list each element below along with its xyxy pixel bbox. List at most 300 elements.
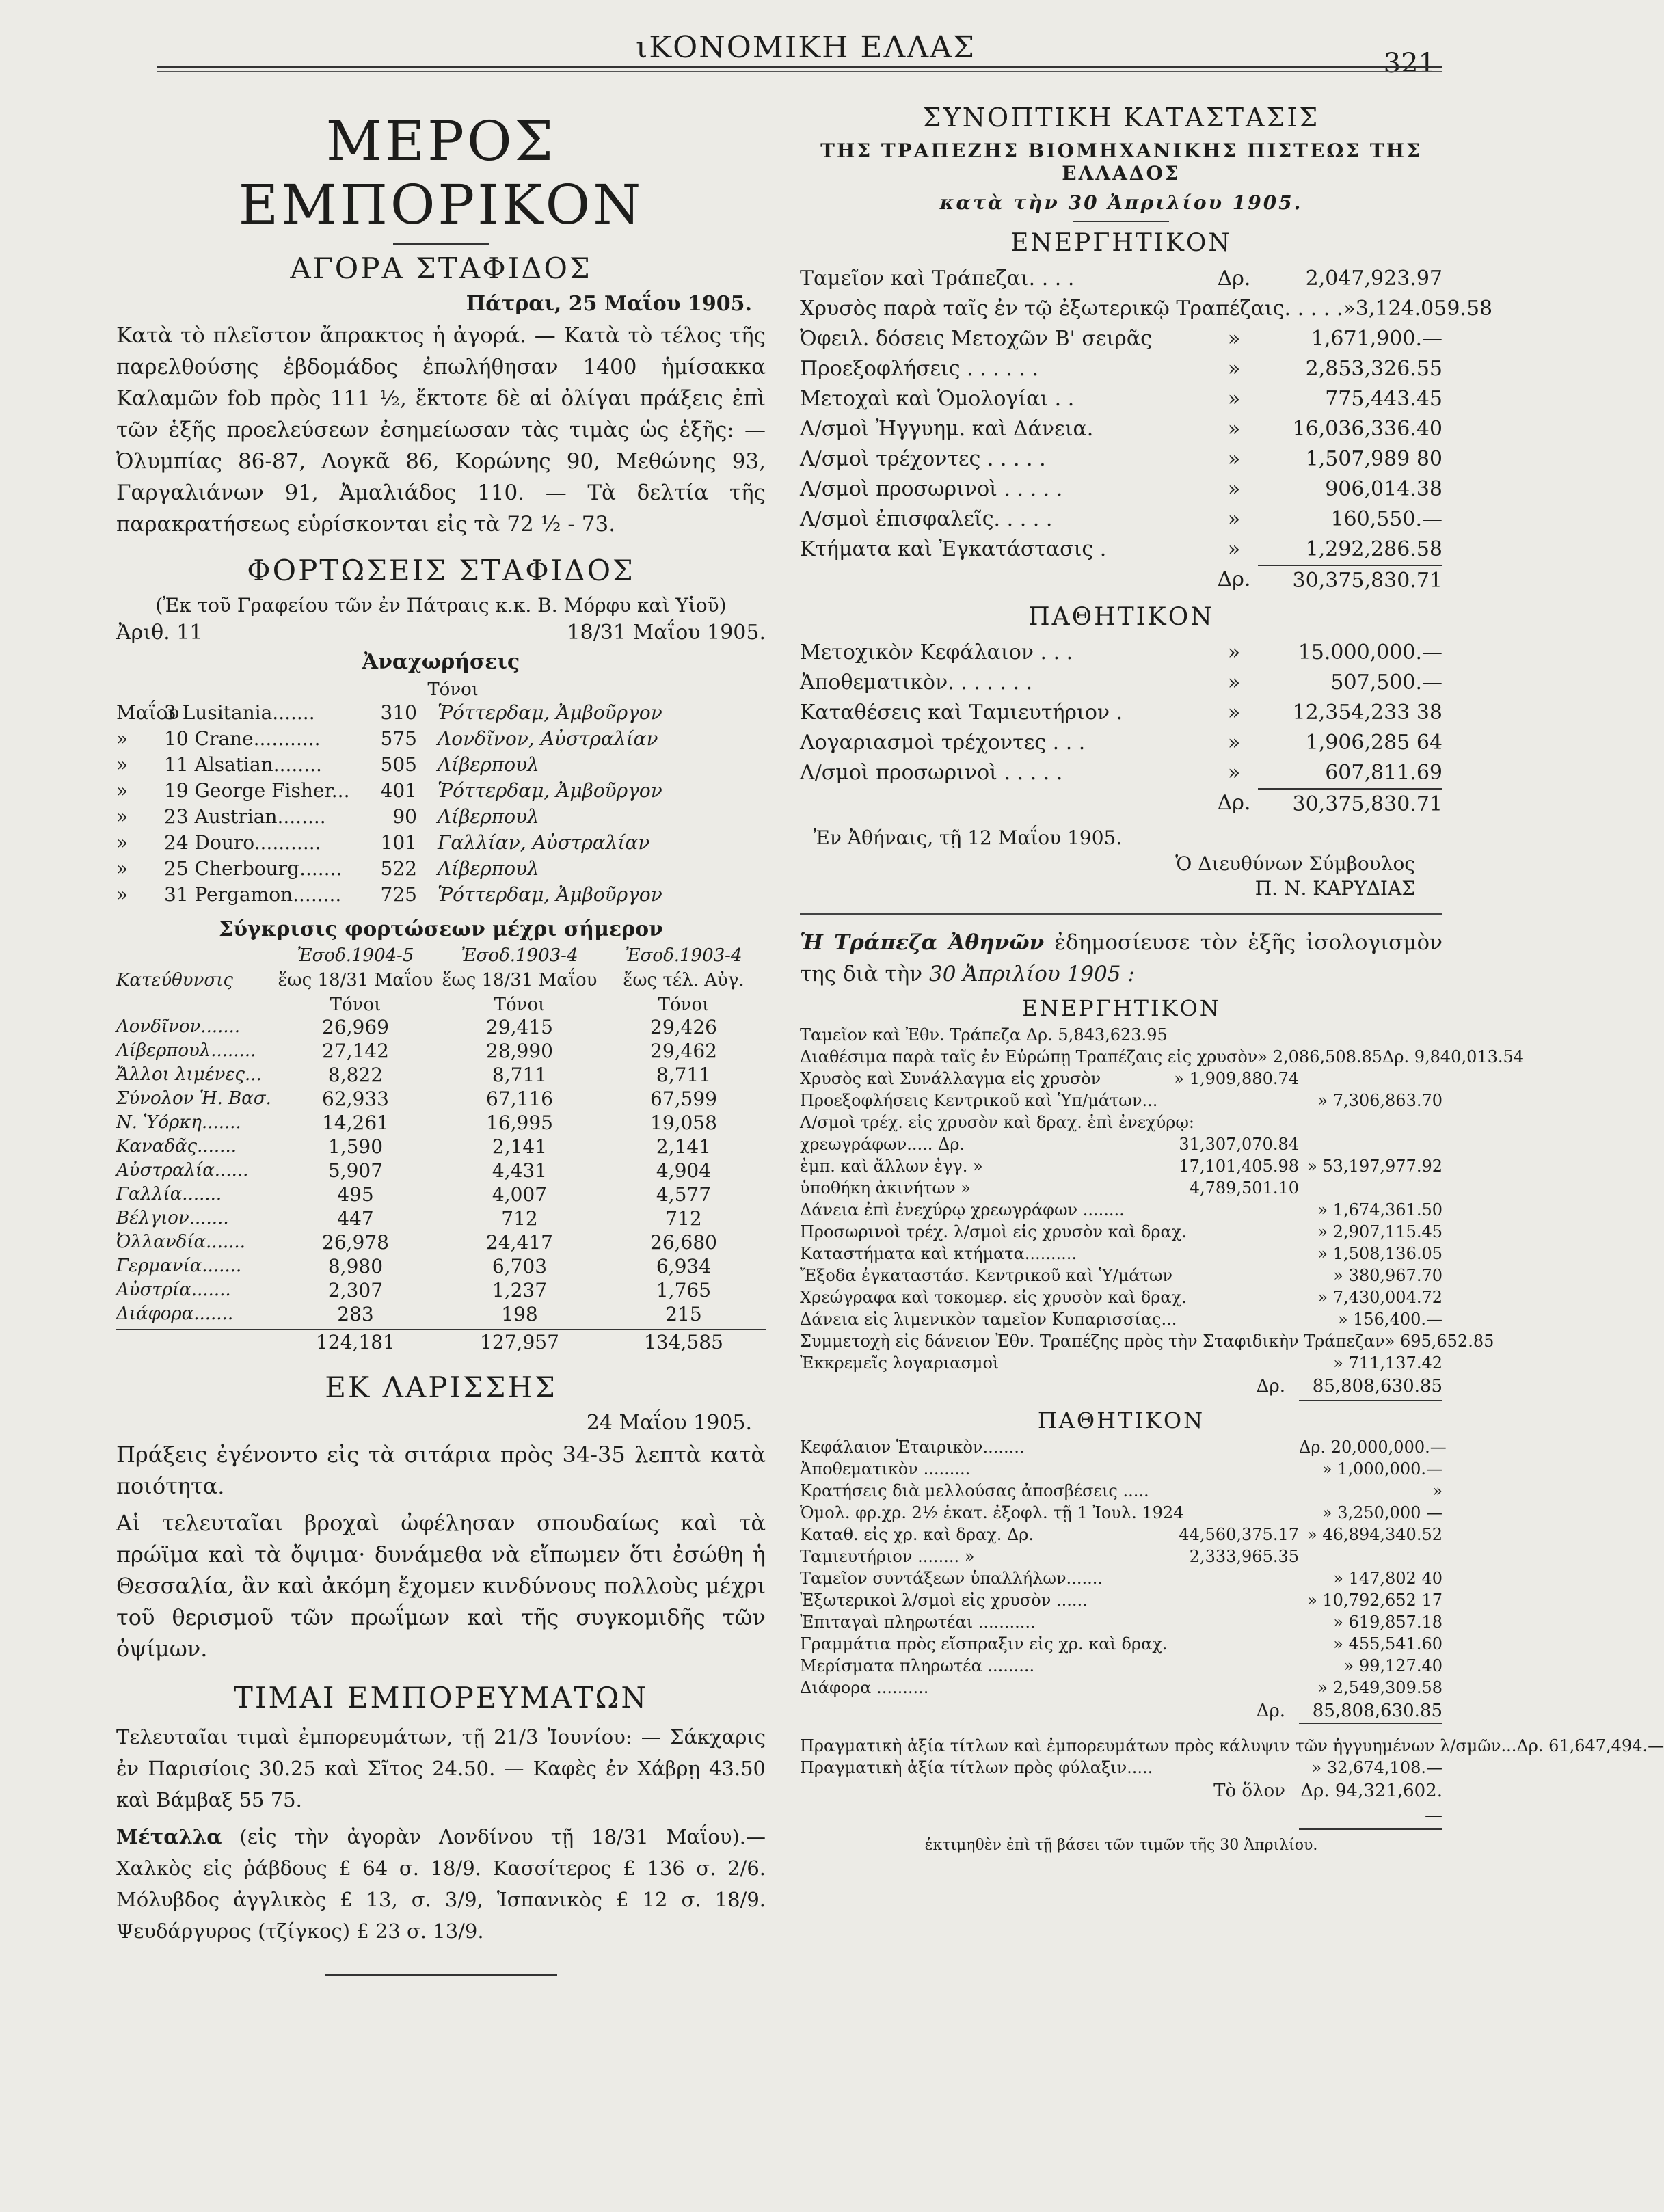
athens-liability-subvalue [1142,1611,1299,1633]
asset-currency: » [1343,297,1356,321]
athens-assets-title: ΕΝΕΡΓΗΤΙΚΟΝ [1021,995,1221,1021]
cmp-col-2: 6,703 [492,1255,548,1278]
athens-asset-row [800,1111,1442,1133]
asset-label: Κτήματα καὶ Ἐγκατάστασις . [800,537,1107,561]
cmp-col-2: 8,711 [492,1064,548,1086]
athens-liability-label: Ἐπιταγαὶ πληρωτέαι ........... [800,1613,1036,1632]
cmp-col-3: 1,765 [656,1279,712,1301]
cmp-col-1: 8,822 [327,1064,384,1086]
cmp-col-2: 29,415 [486,1016,553,1038]
athens-extra-row [800,1735,1664,1757]
athens-asset-row [800,1352,1442,1374]
ship-month: Μαΐου [116,701,180,724]
cmp-direction: Διάφορα....... [116,1304,234,1324]
liability-currency: » [1227,671,1241,694]
ship-destination: Ῥόττερδαμ, Ἀμβοῦργον [438,883,662,906]
athens-asset-subvalue [1187,1286,1318,1308]
comparison-total-row [116,1329,766,1354]
athens-asset-row [800,1155,1442,1177]
athens-extra-label: Πραγματικὴ ἀξία τίτλων καὶ ἐμπορευμάτων πρὸς κάλυψιν τῶν ἠγγυημένων λ/σμῶν... [800,1736,1517,1755]
signatory-title: Ὁ Διευθύνων Σύμβουλος [1175,852,1415,875]
liability-row [800,668,1442,698]
cmp-direction: Αὐστρία....... [116,1280,231,1300]
cmp-col-1: 62,933 [322,1088,389,1110]
cmp-col-1: 495 [337,1183,374,1206]
ship-month: » [116,753,129,776]
cmp-col-3: 67,599 [650,1088,717,1110]
athens-asset-subvalue [1142,1199,1299,1221]
liabilities-total-value: 30,375,830.71 [1258,788,1442,820]
athens-liability-label: Ὁμολ. φρ.χρ. 2½ ἑκατ. ἐξοφλ. τῇ 1 Ἰουλ. 1924 [800,1503,1184,1522]
comparison-table [116,1015,766,1326]
asset-currency: Δρ. [1217,267,1251,291]
asset-row [800,384,1442,414]
ship-month: » [116,857,129,880]
assets-total [800,565,1442,596]
header-rule-thin [157,71,1442,72]
comparison-subheads [116,970,766,990]
comparison-row [116,1278,766,1302]
athens-liability-subvalue: 44,560,375.17 [1179,1525,1299,1544]
athens-liability-row [800,1633,1442,1655]
athens-asset-row [800,1133,1442,1155]
liability-label: Ἀποθεματικὸν. . . . . . . [800,671,1033,694]
ship-row [116,700,766,726]
athens-extra-table [800,1735,1664,1779]
ship-tonnes: 310 [380,701,417,724]
comparison-title: Σύγκρισις φορτώσεων μέχρι σήμερον [219,917,663,941]
cmp-col-1: 26,978 [322,1231,389,1254]
comparison-row [116,1206,766,1230]
cmp-direction: Ἄλλοι λιμένες... [116,1064,262,1085]
comparison-row [116,1063,766,1087]
comparison-row [116,1135,766,1159]
statement-title: ΣΥΝΟΠΤΙΚΗ ΚΑΤΑΣΤΑΣΙΣ [922,103,1320,133]
athens-asset-label: ἐμπ. καὶ ἄλλων ἐγγ. » [800,1157,983,1176]
athens-liability-label: Ταμιευτήριον ........ » [800,1547,975,1566]
athens-liability-label: Κρατήσεις διὰ μελλούσας ἀποσβέσεις ..... [800,1481,1149,1500]
athens-liability-row [800,1567,1442,1589]
athens-asset-subvalue: » 1,909,880.74 [1174,1069,1299,1088]
asset-label: Λ/σμοὶ τρέχοντες . . . . . [800,447,1046,471]
liability-currency: » [1227,761,1241,785]
ship-name: 10 Crane........... [164,727,321,750]
athens-asset-row [800,1177,1442,1199]
larissa-paragraph-2: Αἱ τελευταῖαι βροχαὶ ὠφέλησαν σπουδαίως καὶ τὰ πρώϊμα καὶ τὰ ὄψιμα· δυνάμεθα νὰ εἴπωμεν ὅτι ἐσώθη ἡ Θεσσαλία, ἂν καὶ ἀκόμη ἔχομεν κινδύνους πολλοὺς μέχρι τοῦ θερισμοῦ τῶν πρωΐμων καὶ τῆς συγκομιδῆς τῶν ὀψίμων. [116,1510,766,1662]
ship-destination: Ῥόττερδαμ, Ἀμβοῦργον [438,779,662,802]
liabilities-total-currency: Δρ. [1217,791,1251,815]
athens-liability-value: » 1,000,000.— [1321,1459,1442,1479]
athens-asset-label: Προεξοφλήσεις Κεντρικοῦ καὶ Ὑπ/μάτων... [800,1091,1158,1110]
asset-row [800,264,1442,294]
athens-asset-label: Συμμετοχὴ εἰς δάνειον Ἐθν. Τραπέζης πρὸς τὴν Σταφιδικὴν Τράπεζαν [800,1332,1385,1351]
shipments-source: (Ἐκ τοῦ Γραφείου τῶν ἐν Πάτραις κ.κ. Β. Μόρφυ καὶ Υἱοῦ) [155,594,727,617]
athens-liability-value: » 99,127.40 [1343,1656,1442,1675]
comparison-row [116,1039,766,1063]
assets-total-currency: Δρ. [1217,567,1251,591]
cmp-col-3: 712 [665,1207,702,1230]
unit-col-3: Τόνοι [658,995,710,1015]
liability-value: 15.000,000.— [1298,640,1442,664]
ship-tonnes: 401 [380,779,417,802]
liabilities-title: ΠΑΘΗΤΙΚΟΝ [1028,603,1214,631]
sub-col-3: ἕως τέλ. Αὐγ. [623,970,744,990]
liabilities-total [800,788,1442,820]
cmp-col-2: 24,417 [486,1231,553,1254]
asset-label: Ὀφειλ. δόσεις Μετοχῶν Β' σειρᾶς [800,327,1152,351]
ship-tonnes: 522 [380,857,417,880]
cmp-col-3: 2,141 [656,1135,712,1158]
athens-asset-label: ὑποθήκη ἀκινήτων » [800,1178,971,1198]
athens-asset-value [1311,1024,1442,1046]
cmp-col-1: 14,261 [322,1111,389,1134]
athens-liability-value: » 619,857.18 [1333,1613,1442,1632]
athens-asset-subvalue [1168,1024,1311,1046]
athens-asset-value: » 380,967.70 [1333,1266,1442,1285]
athens-liability-row [800,1655,1442,1677]
liability-currency: » [1227,640,1241,664]
asset-value: 1,671,900.— [1311,327,1442,351]
total-col-2: 127,957 [480,1331,559,1353]
athens-liability-row [800,1546,1442,1567]
market-paragraph: Κατὰ τὸ πλεῖστον ἄπρακτος ἡ ἀγορά. — Κατὰ τὸ τέλος τῆς παρελθούσης ἑβδομάδος ἐπωλήθησαν 1400 ἡμίσακκα Καλαμῶν fob πρὸς 111 ½, ἔκτοτε δὲ αἱ ὀλίγαι πράξεις ἐπὶ τῶν ἑξῆς προελεύσεων ἐσημείωσαν τὰς τιμὰς ὡς ἑξῆς: — Ὀλυμπίας 86-87, Λογκᾶ 86, Κορώνης 90, Μεθώνης 93, Γαργαλιάνων 91, Ἀμαλιάδος 110. — Τὰ δελτία τῆς παρακρατήσεως εὑρίσκονται εἰς τὰ 72 ½ - 73. [116,323,766,537]
asset-value: 16,036,336.40 [1292,417,1442,441]
liability-label: Καταθέσεις καὶ Ταμιευτήριον . [800,701,1123,725]
cmp-col-2: 2,141 [492,1135,548,1158]
ship-month: » [116,779,129,802]
asset-currency: » [1227,357,1241,381]
asset-currency: » [1227,387,1241,411]
asset-row [800,294,1493,324]
ship-tonnes: 725 [380,883,417,906]
athens-asset-subvalue [1142,1352,1299,1374]
athens-extra-label: Πραγματικὴ ἀξία τίτλων πρὸς φύλαξιν..... [800,1758,1153,1777]
grand-total-value: Δρ. 94,321,602.— [1299,1779,1442,1830]
athens-liabilities-total-value: 85,808,630.85 [1299,1699,1442,1725]
athens-liability-label: Κεφάλαιον Ἑταιρικὸν........ [800,1438,1025,1457]
athens-asset-row [800,1046,1525,1068]
ship-row [116,752,766,778]
athens-asset-label: Λ/σμοὶ τρέχ. εἰς χρυσὸν καὶ δραχ. ἐπὶ ἐνεχύρῳ: [800,1113,1195,1132]
liability-label: Μετοχικὸν Κεφάλαιον . . . [800,640,1073,664]
cmp-col-3: 215 [665,1303,702,1325]
athens-asset-label: Διαθέσιμα παρὰ ταῖς ἐν Εὐρώπῃ Τραπέζαις εἰς χρυσὸν [800,1047,1258,1066]
comparison-row [116,1159,766,1183]
asset-row [800,414,1442,444]
liability-value: 1,906,285 64 [1305,731,1442,755]
athens-liability-value: » 10,792,652 17 [1307,1591,1442,1610]
right-column [800,96,1664,1854]
athens-liability-value: » 147,802 40 [1333,1569,1442,1588]
year-col-2: Ἐσοδ.1903-4 [461,945,578,966]
athens-asset-subvalue: 4,789,501.10 [1189,1178,1299,1198]
section-separator [800,913,1442,915]
metals-text: (εἰς τὴν ἀγορὰν Λονδίνου τῇ 18/31 Μαΐου).— Χαλκὸς εἰς ῥάβδους £ 64 σ. 18/9. Κασσίτερος £ 136 σ. 2/6. Μόλυβδος ἀγγλικὸς £ 13, σ. 3/9, Ἱσπανικὸς £ 12 σ. 18/9. Ψευδάργυρος (τζίγκος) £ 23 σ. 13/9. [116,1825,766,1943]
ship-name: 3 Lusitania....... [164,701,315,724]
asset-label: Προεξοφλήσεις . . . . . . [800,357,1038,381]
athens-asset-subvalue: 31,307,070.84 [1179,1135,1299,1154]
athens-asset-value: » 695,652.85 [1384,1332,1494,1351]
athens-assets-total-currency: Δρ. [1256,1376,1285,1397]
ship-tonnes: 575 [380,727,417,750]
asset-currency: » [1227,477,1241,501]
asset-label: Μετοχαὶ καὶ Ὁμολογίαι . . [800,387,1075,411]
comparison-row [116,1183,766,1206]
departures-heading: Ἀναχωρήσεις [362,650,520,674]
athens-asset-label: χρεωγράφων..... Δρ. [800,1135,965,1154]
athens-liability-row [800,1611,1442,1633]
athens-assets-total [800,1374,1442,1401]
ship-row [116,830,766,856]
athens-liability-row [800,1436,1447,1458]
athens-asset-label: Καταστήματα καὶ κτήματα.......... [800,1244,1077,1263]
athens-extra-value: Δρ. 61,647,494.— [1516,1736,1664,1755]
journal-title: ιΚΟΝΟΜΙΚΗ ΕΛΛΑΣ [636,30,976,65]
direction-label: Κατεύθυνσις [116,970,233,990]
athens-liability-value [1299,1546,1442,1567]
liability-value: 507,500.— [1330,671,1442,694]
ship-destination: Λονδῖνον, Αὐστραλίαν [438,727,658,750]
athens-liability-label: Καταθ. εἰς χρ. καὶ δραχ. Δρ. [800,1525,1034,1544]
cmp-col-2: 712 [501,1207,538,1230]
sub-col-2: ἕως 18/31 Μαΐου [442,970,598,990]
asset-label: Λ/σμοὶ προσωρινοὶ . . . . . [800,477,1063,501]
athens-liability-subvalue: 2,333,965.35 [1189,1547,1299,1566]
athens-asset-row [800,1199,1442,1221]
cmp-col-1: 26,969 [322,1016,389,1038]
ship-row [116,882,766,908]
athens-liability-subvalue [1167,1633,1311,1655]
short-rule [393,243,489,245]
bulletin-number: Ἀριθ. 11 [116,621,203,645]
left-column [116,96,766,1976]
place-date: Ἐν Ἀθήναις, τῇ 12 Μαΐου 1905. [814,826,1123,849]
ship-destination: Λίβερπουλ [438,857,539,880]
athens-liability-value: » 2,549,309.58 [1317,1678,1442,1697]
athens-asset-label: Ταμεῖον καὶ Ἐθν. Τράπεζα Δρ. 5,843,623.95 [800,1025,1168,1044]
athens-asset-subvalue [1194,1111,1324,1133]
asset-currency: » [1227,417,1241,441]
liability-row [800,728,1442,758]
athens-asset-row [800,1090,1442,1111]
athens-asset-label: Ἔξοδα ἐγκαταστάσ. Κεντρικοῦ καὶ Ὑ/μάτων [800,1266,1172,1285]
ships-list [116,700,766,908]
athens-asset-value: » 156,400.— [1337,1310,1442,1329]
athens-liability-label: Ἐξωτερικοὶ λ/σμοὶ εἰς χρυσὸν ...... [800,1591,1088,1610]
asset-row [800,474,1442,504]
liability-row [800,638,1442,668]
comparison-row [116,1015,766,1039]
cmp-col-1: 447 [337,1207,374,1230]
athens-liability-label: Ταμεῖον συντάξεων ὑπαλλήλων....... [800,1569,1103,1588]
cmp-col-1: 27,142 [322,1040,389,1062]
ship-tonnes: 90 [392,805,417,828]
athens-asset-label: Ἐκκρεμεῖς λογαριασμοὶ [800,1353,999,1373]
athens-liability-subvalue [1142,1677,1299,1699]
asset-row [800,535,1442,565]
asset-label: Ταμεῖον καὶ Τράπεζαι. . . . [800,267,1075,291]
athens-asset-value: » 2,907,115.45 [1317,1222,1442,1241]
cmp-col-3: 6,934 [656,1255,712,1278]
ship-month: » [116,883,129,906]
comparison-years [116,945,766,966]
cmp-col-2: 67,116 [486,1088,553,1110]
ship-month: » [116,805,129,828]
total-col-1: 124,181 [316,1331,395,1353]
cmp-direction: Βέλγιον....... [116,1208,229,1228]
athens-liabilities-total [800,1699,1442,1725]
athens-extra-value: » 32,674,108.— [1311,1758,1442,1777]
tonnes-label: Τόνοι [427,679,479,700]
cmp-direction: Γαλλία....... [116,1184,222,1204]
athens-asset-value: » 1,508,136.05 [1317,1244,1442,1263]
athens-asset-label: Χρυσὸς καὶ Συνάλλαγμα εἰς χρυσὸν [800,1069,1101,1088]
total-col-3: 134,585 [644,1331,723,1353]
athens-liability-label: Γραμμάτια πρὸς εἴσπραξιν εἰς χρ. καὶ δραχ. [800,1634,1168,1654]
year-col-3: Ἐσοδ.1903-4 [625,945,742,966]
prices-title: ΤΙΜΑΙ ΕΜΠΟΡΕΥΜΑΤΩΝ [233,1681,649,1714]
cmp-col-1: 5,907 [327,1159,384,1182]
athens-asset-subvalue [1187,1221,1318,1243]
asset-value: 2,047,923.97 [1305,267,1442,291]
ship-name: 25 Cherbourg....... [164,857,343,880]
ship-month: » [116,727,129,750]
athens-asset-value [1299,1133,1442,1155]
athens-assets-total-value: 85,808,630.85 [1299,1374,1442,1401]
cmp-col-1: 2,307 [327,1279,384,1301]
cmp-direction: Ὀλλανδία....... [116,1232,245,1252]
ship-destination: Γαλλίαν, Αὐστραλίαν [438,831,650,854]
asset-value: 160,550.— [1330,507,1442,531]
larissa-paragraph-1: Πράξεις ἐγένοντο εἰς τὰ σιτάρια πρὸς 34-35 λεπτὰ κατὰ ποιότητα. [116,1442,766,1499]
athens-liability-row [800,1502,1442,1524]
ship-destination: Λίβερπουλ [438,753,539,776]
asset-currency: » [1227,327,1241,351]
year-col-1: Ἐσοδ.1904-5 [297,945,414,966]
athens-liability-value: » 46,894,340.52 [1307,1525,1442,1544]
athens-asset-row [800,1308,1442,1330]
liability-row [800,698,1442,728]
asset-value: 906,014.38 [1325,477,1442,501]
metals-paragraph [116,1821,766,1947]
athens-asset-row [800,1265,1442,1286]
athens-liabilities-title: ΠΑΘΗΤΙΚΟΝ [1037,1407,1205,1433]
athens-liability-subvalue [1142,1436,1299,1458]
athens-liability-subvalue [1142,1458,1299,1480]
liability-label: Λ/σμοὶ προσωρινοὶ . . . . . [800,761,1063,785]
ship-destination: Ῥόττερδαμ, Ἀμβοῦργον [438,701,662,724]
cmp-col-2: 1,237 [492,1279,548,1301]
asset-currency: » [1227,447,1241,471]
header-rule [157,66,1442,68]
ship-destination: Λίβερπουλ [438,805,539,828]
athens-grand-total [800,1779,1442,1830]
athens-liability-row [800,1458,1442,1480]
assets-table [800,264,1493,565]
athens-asset-value [1299,1068,1442,1090]
comparison-row [116,1302,766,1326]
asset-value: 2,853,326.55 [1305,357,1442,381]
end-rule [325,1974,557,1976]
short-rule [1073,221,1169,222]
athens-date: 30 Ἀπριλίου 1905 : [928,962,1135,986]
liability-label: Λογαριασμοὶ τρέχοντες . . . [800,731,1086,755]
asset-value: 3,124.059.58 [1355,297,1493,321]
ship-tonnes: 101 [380,831,417,854]
assets-title: ΕΝΕΡΓΗΤΙΚΟΝ [1010,229,1232,257]
asset-label: Λ/σμοὶ ἐπισφαλεῖς. . . . . [800,507,1053,531]
athens-asset-value: » 7,430,004.72 [1317,1288,1442,1307]
ship-month: » [116,831,129,854]
asset-value: 1,507,989 80 [1305,447,1442,471]
sub-col-1: ἕως 18/31 Μαΐου [278,970,433,990]
cmp-direction: Γερμανία....... [116,1256,242,1276]
athens-asset-value: » 53,197,977.92 [1307,1157,1442,1176]
asset-row [800,504,1442,535]
ship-name: 19 George Fisher... [164,779,350,802]
cmp-direction: Σύνολον Ἡ. Βασ. [116,1088,271,1109]
athens-asset-subvalue [1157,1090,1306,1111]
athens-liability-value: » [1432,1481,1442,1500]
page-number: 321 [1383,48,1436,79]
athens-asset-subvalue [1177,1308,1315,1330]
liability-row [800,758,1442,788]
cmp-col-1: 8,980 [327,1255,384,1278]
prices-paragraph-1: Τελευταῖαι τιμαὶ ἐμπορευμάτων, τῇ 21/3 Ἰουνίου: — Σάκχαρις ἐν Παρισίοις 30.25 καὶ Σῖτος 24.50. — Καφὲς ἐν Χάβρῃ 43.50 καὶ Βάμβαξ 55 75. [116,1725,766,1811]
ship-name: 31 Pergamon........ [164,883,342,906]
cmp-col-1: 283 [337,1303,374,1325]
athens-asset-row [800,1286,1442,1308]
metals-heading: Μέταλλα [116,1825,222,1848]
asset-row [800,324,1442,354]
cmp-col-2: 4,007 [492,1183,548,1206]
comparison-row [116,1254,766,1278]
cmp-direction: Λίβερπουλ........ [116,1040,256,1061]
assets-total-value: 30,375,830.71 [1258,565,1442,596]
liability-value: 12,354,233 38 [1292,701,1442,725]
unit-col-2: Τόνοι [494,995,546,1015]
unit-col-1: Τόνοι [330,995,381,1015]
athens-asset-label: Δάνεια ἐπὶ ἐνεχύρῳ χρεωγράφων ........ [800,1200,1125,1219]
cmp-col-3: 29,426 [650,1016,717,1038]
athens-asset-row [800,1330,1494,1352]
shipments-meta [116,621,766,645]
asset-currency: » [1227,507,1241,531]
asset-label: Λ/σμοὶ Ἠγγυημ. καὶ Δάνεια. [800,417,1094,441]
athens-liability-row [800,1677,1442,1699]
athens-asset-value: Δρ. 9,840,013.54 [1382,1047,1525,1066]
ship-tonnes: 505 [380,753,417,776]
ship-row [116,726,766,752]
ship-row [116,778,766,804]
athens-asset-row [800,1068,1442,1090]
athens-asset-label: Προσωρινοὶ τρέχ. λ/σμοὶ εἰς χρυσὸν καὶ δραχ. [800,1222,1187,1241]
cmp-col-3: 26,680 [650,1231,717,1254]
liability-value: 607,811.69 [1325,761,1442,785]
athens-liability-row [800,1480,1442,1502]
cmp-col-3: 4,904 [656,1159,712,1182]
comparison-row [116,1087,766,1111]
athens-asset-label: Δάνεια εἰς λιμενικὸν ταμεῖον Κυπαρισσίας... [800,1310,1177,1329]
liability-currency: » [1227,701,1241,725]
athens-asset-value: » 7,306,863.70 [1317,1091,1442,1110]
asset-row [800,444,1442,474]
athens-liability-value: » 455,541.60 [1333,1634,1442,1654]
grand-total-label: Τὸ ὅλον [1213,1781,1285,1801]
athens-asset-value [1324,1111,1442,1133]
cmp-col-1: 1,590 [327,1135,384,1158]
cmp-col-3: 29,462 [650,1040,717,1062]
